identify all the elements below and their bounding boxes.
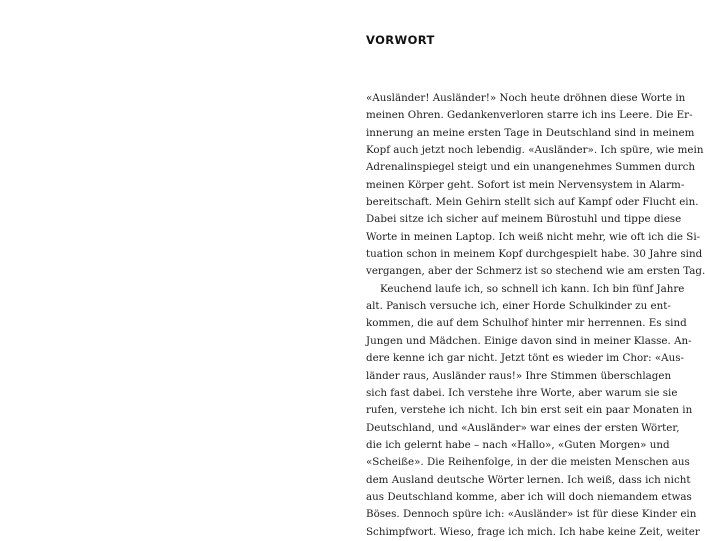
text-line: Schimpfwort. Wieso, frage ich mich. Ich habe keine Zeit, weiter <box>366 525 700 538</box>
chapter-body <box>366 90 705 541</box>
text-line: Jungen und Mädchen. Einige davon sind in meiner Klasse. An- <box>366 334 692 347</box>
text-line: kommen, die auf dem Schulhof hinter mir herrennen. Es sind <box>366 317 687 330</box>
text-line: Keuchend laufe ich, so schnell ich kann. Ich bin fünf Jahre <box>380 282 685 295</box>
text-line: «Scheiße». Die Reihenfolge, in der die meisten Menschen aus <box>366 456 690 469</box>
text-line: dere kenne ich gar nicht. Jetzt tönt es wieder im Chor: «Aus- <box>366 352 684 365</box>
text-line: Adrenalinspiegel steigt und ein unangenehmes Summen durch <box>366 161 696 174</box>
text-line: Dabei sitze ich sicher auf meinem Bürostuhl und tippe diese <box>366 213 682 226</box>
text-line: vergangen, aber der Schmerz ist so stechend wie am ersten Tag. <box>366 265 705 278</box>
paragraph-2 <box>366 281 700 541</box>
text-line: die ich gelernt habe – nach «Hallo», «Guten Morgen» und <box>366 438 670 451</box>
text-line: Worte in meinen Laptop. Ich weiß nicht mehr, wie oft ich die Si- <box>366 230 701 243</box>
text-line: Kopf auch jetzt noch lebendig. «Ausländer». Ich spüre, wie mein <box>366 144 704 157</box>
chapter-heading: VORWORT <box>366 33 435 47</box>
text-line: meinen Körper geht. Sofort ist mein Nervensystem in Alarm- <box>366 178 685 191</box>
text-line: sich fast dabei. Ich verstehe ihre Worte, aber warum sie sie <box>366 386 678 399</box>
paragraph-1 <box>366 90 705 281</box>
text-line: tuation schon in meinem Kopf durchgespielt habe. 30 Jahre sind <box>366 248 703 261</box>
text-line: bereitschaft. Mein Gehirn stellt sich auf Kampf oder Flucht ein. <box>366 196 699 209</box>
text-line: aus Deutschland komme, aber ich will doch niemandem etwas <box>366 490 692 503</box>
text-line: «Ausländer! Ausländer!» Noch heute dröhnen diese Worte in <box>366 92 686 104</box>
text-line: Deutschland, und «Ausländer» war eines der ersten Wörter, <box>366 421 680 434</box>
text-line: alt. Panisch versuche ich, einer Horde Schulkinder zu ent- <box>366 300 671 313</box>
text-line: meinen Ohren. Gedankenverloren starre ich ins Leere. Die Er- <box>366 109 693 122</box>
text-line: innerung an meine ersten Tage in Deutschland sind in meinem <box>366 126 695 139</box>
text-line: rufen, verstehe ich nicht. Ich bin erst seit ein paar Monaten in <box>366 404 693 417</box>
text-line: Böses. Dennoch spüre ich: «Ausländer» ist für diese Kinder ein <box>366 508 697 521</box>
text-line: dem Ausland deutsche Wörter lernen. Ich weiß, dass ich nicht <box>366 473 691 486</box>
text-line: länder raus, Ausländer raus!» Ihre Stimmen überschlagen <box>366 369 672 382</box>
